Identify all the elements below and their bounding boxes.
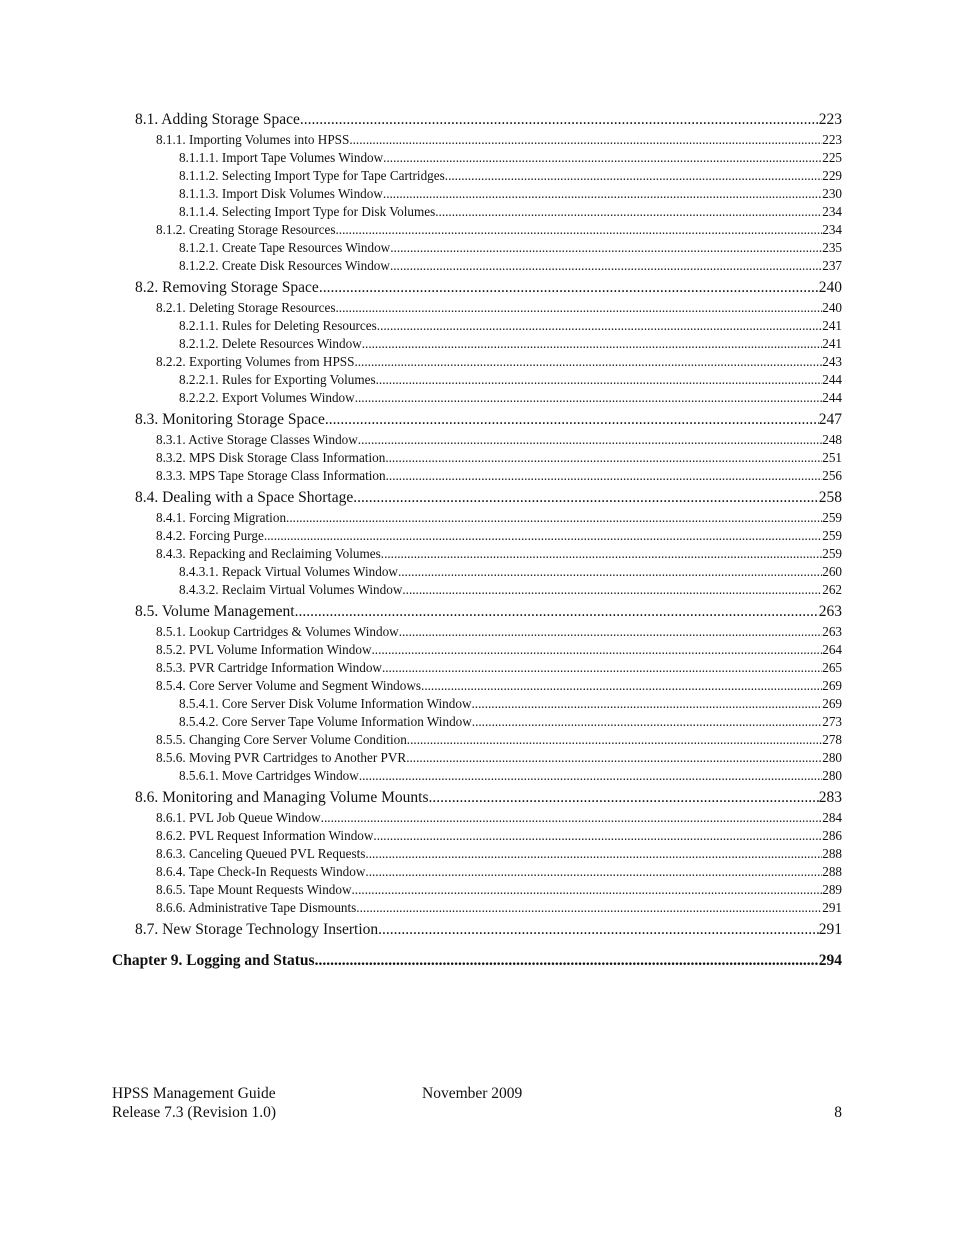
toc-entry-page: 288 bbox=[822, 864, 842, 879]
toc-entry-title: 8.4. Dealing with a Space Shortage bbox=[135, 489, 354, 506]
toc-dot-leader bbox=[399, 625, 823, 638]
toc-entry[interactable] bbox=[112, 547, 842, 562]
toc-entry[interactable] bbox=[112, 451, 842, 466]
toc-entry-page: 251 bbox=[822, 450, 842, 465]
toc-entry-page: 291 bbox=[818, 921, 842, 938]
footer-date: November 2009 bbox=[422, 1085, 523, 1102]
toc-dot-leader bbox=[315, 953, 819, 969]
toc-entry[interactable] bbox=[112, 829, 842, 844]
toc-entry[interactable] bbox=[112, 202, 842, 220]
toc-entry-title: 8.5.2. PVL Volume Information Window bbox=[156, 642, 372, 657]
toc-entry-page: 243 bbox=[822, 354, 842, 369]
toc-entry-page: 235 bbox=[822, 240, 842, 255]
toc-dot-leader bbox=[300, 112, 819, 128]
toc-entry-page: 283 bbox=[818, 789, 842, 806]
toc-entry[interactable] bbox=[112, 529, 842, 544]
toc-entry-page: 225 bbox=[822, 150, 842, 165]
toc-entry[interactable] bbox=[112, 490, 842, 508]
toc-entry-page: 241 bbox=[822, 318, 842, 333]
toc-entry[interactable] bbox=[112, 922, 842, 940]
toc-entry-title: 8.6.3. Canceling Queued PVL Requests bbox=[156, 846, 366, 861]
toc-entry-title: 8.5.4.2. Core Server Tape Volume Information Window bbox=[179, 714, 472, 729]
toc-entry-page: 248 bbox=[822, 432, 842, 447]
toc-entry[interactable] bbox=[112, 316, 842, 334]
toc-entry-page: 288 bbox=[822, 846, 842, 861]
toc-dot-leader bbox=[349, 133, 822, 146]
toc-entry[interactable] bbox=[112, 865, 842, 880]
toc-entry[interactable] bbox=[112, 604, 842, 622]
toc-entry-page: 264 bbox=[822, 642, 842, 657]
toc-entry[interactable] bbox=[112, 625, 842, 640]
toc-entry[interactable] bbox=[112, 712, 842, 730]
toc-dot-leader bbox=[373, 829, 822, 842]
toc-entry-page: 240 bbox=[822, 300, 842, 315]
toc-entry-title: 8.6.5. Tape Mount Requests Window bbox=[156, 882, 352, 897]
toc-entry-title: 8.1.1.3. Import Disk Volumes Window bbox=[179, 186, 383, 201]
toc-entry-page: 269 bbox=[822, 678, 842, 693]
toc-entry-page: 234 bbox=[822, 204, 842, 219]
toc-entry-page: 284 bbox=[822, 810, 842, 825]
toc-entry-page: 291 bbox=[822, 900, 842, 915]
guide-title: HPSS Management Guide bbox=[112, 1085, 276, 1102]
toc-dot-leader bbox=[386, 469, 823, 482]
toc-entry-title: 8.6.4. Tape Check-In Requests Window bbox=[156, 864, 366, 879]
toc-dot-leader bbox=[376, 373, 823, 386]
toc-entry[interactable] bbox=[112, 733, 842, 748]
toc-entry-page: 259 bbox=[822, 546, 842, 561]
toc-entry[interactable] bbox=[112, 433, 842, 448]
toc-entry[interactable] bbox=[112, 562, 842, 580]
toc-entry-page: 260 bbox=[822, 564, 842, 579]
toc-entry[interactable] bbox=[112, 694, 842, 712]
toc-entry-title: 8.6.2. PVL Request Information Window bbox=[156, 828, 374, 843]
toc-dot-leader bbox=[435, 205, 822, 218]
toc-entry-title: 8.1.1. Importing Volumes into HPSS bbox=[156, 132, 350, 147]
toc-dot-leader bbox=[406, 751, 822, 764]
toc-entry-title: 8.1.1.4. Selecting Import Type for Disk Volumes bbox=[179, 204, 436, 219]
toc-entry-title: 8.5.4.1. Core Server Disk Volume Information Window bbox=[179, 696, 472, 711]
page-footer bbox=[112, 1084, 842, 1122]
toc-entry-title: 8.1.2.2. Create Disk Resources Window bbox=[179, 258, 390, 273]
toc-dot-leader bbox=[319, 280, 819, 296]
toc-dot-leader bbox=[429, 790, 819, 806]
toc-dot-leader bbox=[321, 811, 823, 824]
toc-entry-title: 8.2.2. Exporting Volumes from HPSS bbox=[156, 354, 355, 369]
toc-entry[interactable] bbox=[112, 901, 842, 916]
toc-dot-leader bbox=[335, 223, 822, 236]
toc-entry-page: 269 bbox=[822, 696, 842, 711]
toc-entry-title: 8.4.3.2. Reclaim Virtual Volumes Window bbox=[179, 582, 403, 597]
toc-entry-page: 241 bbox=[822, 336, 842, 351]
toc-dot-leader bbox=[377, 319, 822, 332]
toc-entry-title: 8.5.6. Moving PVR Cartridges to Another PVR bbox=[156, 750, 407, 765]
toc-dot-leader bbox=[365, 847, 822, 860]
toc-entry-page: 223 bbox=[818, 111, 842, 128]
toc-dot-leader bbox=[472, 715, 822, 728]
toc-dot-leader bbox=[358, 433, 822, 446]
toc-entry-title: 8.5. Volume Management bbox=[135, 603, 295, 620]
toc-entry[interactable] bbox=[112, 184, 842, 202]
toc-entry[interactable] bbox=[112, 355, 842, 370]
toc-entry-page: 247 bbox=[818, 411, 842, 428]
toc-entry-title: 8.4.1. Forcing Migration bbox=[156, 510, 287, 525]
toc-dot-leader bbox=[385, 451, 822, 464]
toc-entry-title: Chapter 9. Logging and Status bbox=[112, 952, 315, 969]
toc-entry-page: 240 bbox=[818, 279, 842, 296]
toc-entry-page: 294 bbox=[818, 952, 842, 969]
toc-entry-page: 273 bbox=[822, 714, 842, 729]
toc-entry[interactable] bbox=[112, 766, 842, 784]
toc-dot-leader bbox=[407, 733, 822, 746]
toc-entry-title: 8.2.1.1. Rules for Deleting Resources bbox=[179, 318, 377, 333]
release-label: Release 7.3 (Revision 1.0) bbox=[112, 1104, 277, 1121]
toc-dot-leader bbox=[402, 583, 822, 596]
toc-dot-leader bbox=[398, 565, 822, 578]
toc-entry-title: 8.5.6.1. Move Cartridges Window bbox=[179, 768, 359, 783]
toc-entry-page: 259 bbox=[822, 528, 842, 543]
toc-dot-leader bbox=[353, 490, 819, 506]
toc-entry[interactable] bbox=[112, 280, 842, 298]
toc-dot-leader bbox=[378, 922, 819, 938]
toc-entry-page: 244 bbox=[822, 372, 842, 387]
toc-entry-page: 280 bbox=[822, 768, 842, 783]
toc-dot-leader bbox=[365, 865, 822, 878]
toc-entry[interactable] bbox=[112, 679, 842, 694]
toc-entry[interactable] bbox=[112, 238, 842, 256]
toc-entry-title: 8.2. Removing Storage Space bbox=[135, 279, 319, 296]
toc-entry-title: 8.2.1.2. Delete Resources Window bbox=[179, 336, 362, 351]
toc-dot-leader bbox=[390, 259, 822, 272]
toc-entry-title: 8.1.1.2. Selecting Import Type for Tape Cartridges bbox=[179, 168, 445, 183]
toc-dot-leader bbox=[381, 547, 822, 560]
toc-entry-page: 278 bbox=[822, 732, 842, 747]
toc-dot-leader bbox=[352, 883, 823, 896]
toc-entry-title: 8.5.1. Lookup Cartridges & Volumes Window bbox=[156, 624, 399, 639]
toc-entry-page: 244 bbox=[822, 390, 842, 405]
toc-entry-page: 286 bbox=[822, 828, 842, 843]
footer-row-top bbox=[112, 1084, 842, 1103]
toc-entry-page: 262 bbox=[822, 582, 842, 597]
toc-entry-title: 8.1.2. Creating Storage Resources bbox=[156, 222, 336, 237]
toc-dot-leader bbox=[390, 241, 822, 254]
toc-dot-leader bbox=[445, 169, 822, 182]
toc-entry[interactable] bbox=[112, 469, 842, 484]
toc-entry[interactable] bbox=[112, 511, 842, 526]
toc-entry-title: 8.6.1. PVL Job Queue Window bbox=[156, 810, 321, 825]
toc-entry-page: 256 bbox=[822, 468, 842, 483]
toc-entry[interactable] bbox=[112, 661, 842, 676]
toc-entry-title: 8.4.2. Forcing Purge bbox=[156, 528, 264, 543]
toc-entry-title: 8.3.2. MPS Disk Storage Class Information bbox=[156, 450, 386, 465]
toc-entry-title: 8.5.5. Changing Core Server Volume Condition bbox=[156, 732, 407, 747]
toc-entry[interactable] bbox=[112, 388, 842, 406]
toc-dot-leader bbox=[354, 355, 822, 368]
toc-dot-leader bbox=[286, 511, 822, 524]
toc-entry-page: 223 bbox=[822, 132, 842, 147]
toc-entry-page: 258 bbox=[818, 489, 842, 506]
footer-row-bottom bbox=[112, 1103, 842, 1122]
toc-entry-page: 229 bbox=[822, 168, 842, 183]
toc-entry-title: 8.3.1. Active Storage Classes Window bbox=[156, 432, 358, 447]
toc-entry-title: 8.2.2.2. Export Volumes Window bbox=[179, 390, 355, 405]
toc-entry-title: 8.4.3. Repacking and Reclaiming Volumes bbox=[156, 546, 381, 561]
toc-entry[interactable] bbox=[112, 580, 842, 598]
toc-chapter-entry[interactable] bbox=[112, 953, 842, 971]
toc-entry-page: 289 bbox=[822, 882, 842, 897]
toc-entry[interactable] bbox=[112, 883, 842, 898]
toc-entry-title: 8.5.4. Core Server Volume and Segment Windows bbox=[156, 678, 422, 693]
toc-entry[interactable] bbox=[112, 811, 842, 826]
toc-dot-leader bbox=[362, 337, 823, 350]
toc-entry-page: 280 bbox=[822, 750, 842, 765]
toc-entry[interactable] bbox=[112, 112, 842, 130]
toc-dot-leader bbox=[382, 661, 822, 674]
toc-dot-leader bbox=[359, 769, 822, 782]
toc-entry-title: 8.6. Monitoring and Managing Volume Mounts bbox=[135, 789, 429, 806]
toc-entry-title: 8.1.2.1. Create Tape Resources Window bbox=[179, 240, 391, 255]
toc-entry-title: 8.2.2.1. Rules for Exporting Volumes bbox=[179, 372, 376, 387]
toc-entry[interactable] bbox=[112, 790, 842, 808]
toc-dot-leader bbox=[264, 529, 822, 542]
toc-dot-leader bbox=[383, 151, 822, 164]
toc-entry[interactable] bbox=[112, 133, 842, 148]
toc-dot-leader bbox=[421, 679, 822, 692]
toc-entry-page: 265 bbox=[822, 660, 842, 675]
toc-entry[interactable] bbox=[112, 166, 842, 184]
toc-entry[interactable] bbox=[112, 847, 842, 862]
toc-dot-leader bbox=[335, 301, 822, 314]
toc-dot-leader bbox=[355, 391, 823, 404]
toc-entry-page: 259 bbox=[822, 510, 842, 525]
toc-entry-page: 263 bbox=[822, 624, 842, 639]
toc-dot-leader bbox=[356, 901, 822, 914]
toc-dot-leader bbox=[295, 604, 819, 620]
toc-entry-title: 8.2.1. Deleting Storage Resources bbox=[156, 300, 336, 315]
table-of-contents bbox=[112, 112, 842, 971]
toc-entry[interactable] bbox=[112, 334, 842, 352]
toc-entry[interactable] bbox=[112, 643, 842, 658]
toc-entry[interactable] bbox=[112, 148, 842, 166]
toc-entry-title: 8.7. New Storage Technology Insertion bbox=[135, 921, 379, 938]
toc-entry-page: 234 bbox=[822, 222, 842, 237]
toc-dot-leader bbox=[325, 412, 819, 428]
toc-entry-title: 8.1.1.1. Import Tape Volumes Window bbox=[179, 150, 384, 165]
toc-entry-title: 8.5.3. PVR Cartridge Information Window bbox=[156, 660, 382, 675]
toc-entry[interactable] bbox=[112, 256, 842, 274]
toc-entry[interactable] bbox=[112, 412, 842, 430]
toc-dot-leader bbox=[383, 187, 822, 200]
page-number: 8 bbox=[834, 1104, 842, 1121]
toc-entry-page: 237 bbox=[822, 258, 842, 273]
toc-entry-title: 8.3.3. MPS Tape Storage Class Information bbox=[156, 468, 386, 483]
toc-dot-leader bbox=[472, 697, 823, 710]
toc-entry-title: 8.1. Adding Storage Space bbox=[135, 111, 300, 128]
toc-entry-page: 263 bbox=[818, 603, 842, 620]
toc-entry[interactable] bbox=[112, 751, 842, 766]
toc-entry-title: 8.3. Monitoring Storage Space bbox=[135, 411, 325, 428]
toc-entry-title: 8.6.6. Administrative Tape Dismounts bbox=[156, 900, 357, 915]
toc-dot-leader bbox=[371, 643, 822, 656]
toc-entry-page: 230 bbox=[822, 186, 842, 201]
toc-entry-title: 8.4.3.1. Repack Virtual Volumes Window bbox=[179, 564, 398, 579]
toc-entry[interactable] bbox=[112, 301, 842, 316]
toc-entry[interactable] bbox=[112, 223, 842, 238]
toc-entry[interactable] bbox=[112, 370, 842, 388]
